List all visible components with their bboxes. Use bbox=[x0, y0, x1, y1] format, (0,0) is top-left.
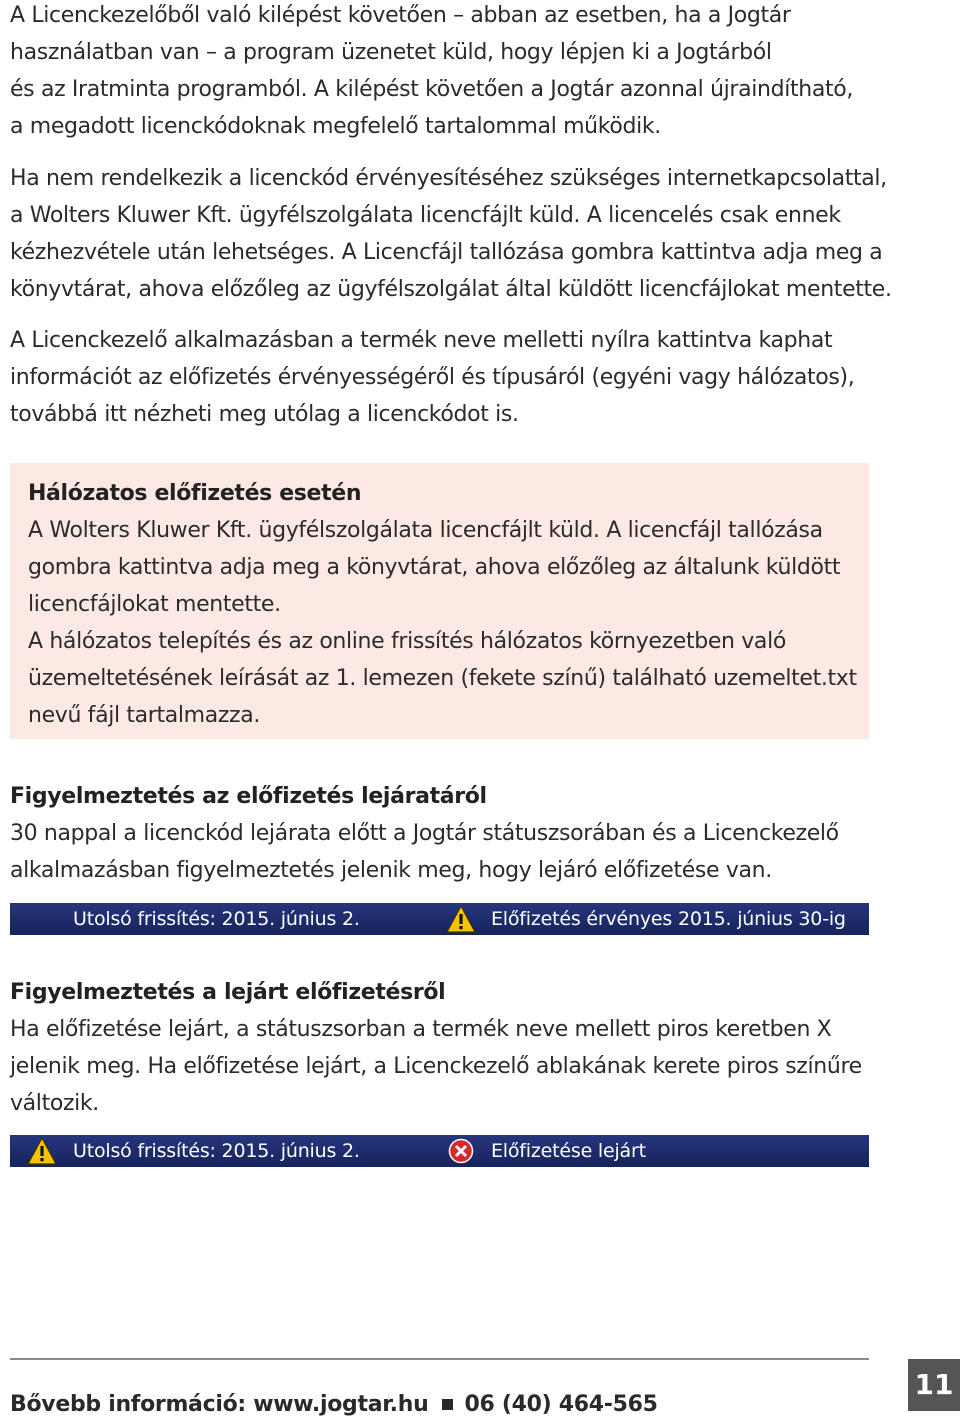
text-line: változik. bbox=[10, 1091, 99, 1116]
text-line: kézhezvétele után lehetséges. A Licencfájl tallózása gombra kattintva adja meg a bbox=[10, 240, 883, 265]
last-update-text: Utolsó frissítés: 2015. június 2. bbox=[73, 1140, 360, 1162]
statusbar-expiring bbox=[10, 903, 869, 935]
text-line: a Wolters Kluwer Kft. ügyfélszolgálata licencfájlt küld. A licencelés csak ennek bbox=[10, 203, 841, 228]
text-line: jelenik meg. Ha előfizetése lejárt, a Licenckezelő ablakának kerete piros színűre bbox=[10, 1054, 862, 1079]
last-update-text: Utolsó frissítés: 2015. június 2. bbox=[73, 908, 360, 930]
statusbar-expired bbox=[10, 1135, 869, 1167]
text-line: a megadott licenckódoknak megfelelő tartalommal működik. bbox=[10, 114, 661, 139]
subscription-valid-text: Előfizetés érvényes 2015. június 30-ig bbox=[491, 908, 846, 930]
text-line: Ha előfizetése lejárt, a státuszsorban a termék neve mellett piros keretben X bbox=[10, 1017, 832, 1042]
expired-warning-text bbox=[10, 1011, 890, 1122]
subscription-expired-text: Előfizetése lejárt bbox=[491, 1140, 646, 1162]
expired-warning-heading: Figyelmeztetés a lejárt előfizetésről bbox=[10, 980, 446, 1005]
offline-license-paragraph bbox=[10, 160, 890, 308]
network-subscription-box bbox=[10, 463, 869, 739]
text-line: nevű fájl tartalmazza. bbox=[28, 703, 261, 728]
expiry-warning-text bbox=[10, 815, 890, 889]
error-x-icon bbox=[447, 1138, 475, 1164]
text-line: információt az előfizetés érvényességéről és típusáról (egyéni vagy hálózatos), bbox=[10, 365, 855, 390]
text-line: gombra kattintva adja meg a könyvtárat, ahova előzőleg az általunk küldött bbox=[28, 555, 841, 580]
text-line: A Wolters Kluwer Kft. ügyfélszolgálata licencfájlt küld. A licencfájl tallózása bbox=[28, 518, 823, 543]
text-line: könyvtárat, ahova előzőleg az ügyfélszolgálat által küldött licencfájlokat mentette. bbox=[10, 277, 892, 302]
footer-divider bbox=[10, 1358, 869, 1360]
page-number: 11 bbox=[908, 1359, 960, 1411]
bullet-separator bbox=[442, 1399, 453, 1410]
text-line: továbbá itt nézheti meg utólag a licenckódot is. bbox=[10, 402, 519, 427]
footer-phone: 06 (40) 464-565 bbox=[464, 1392, 658, 1417]
text-line: és az Iratminta programból. A kilépést követően a Jogtár azonnal újraindítható, bbox=[10, 77, 854, 102]
expiry-warning-heading: Figyelmeztetés az előfizetés lejáratáról bbox=[10, 784, 487, 809]
warning-triangle-icon bbox=[27, 1137, 57, 1165]
text-line: licencfájlokat mentette. bbox=[28, 592, 281, 617]
text-line: A hálózatos telepítés és az online frissítés hálózatos környezetben való bbox=[28, 629, 786, 654]
text-line: 30 nappal a licenckód lejárata előtt a Jogtár státuszsorában és a Licenckezelő bbox=[10, 821, 839, 846]
footer bbox=[10, 1389, 658, 1421]
network-subscription-text bbox=[28, 512, 857, 734]
license-info-paragraph bbox=[10, 322, 890, 433]
warning-triangle-icon bbox=[446, 905, 476, 933]
network-subscription-title: Hálózatos előfizetés esetén bbox=[28, 481, 362, 506]
text-line: A Licenckezelőből való kilépést követően – abban az esetben, ha a Jogtár bbox=[10, 3, 791, 28]
text-line: Ha nem rendelkezik a licenckód érvényesítéséhez szükséges internetkapcsolattal, bbox=[10, 166, 887, 191]
footer-website-link[interactable]: Bővebb információ: www.jogtar.hu bbox=[10, 1392, 429, 1417]
text-line: üzemeltetésének leírását az 1. lemezen (fekete színű) található uzemeltet.txt bbox=[28, 666, 857, 691]
intro-paragraph bbox=[10, 0, 890, 145]
text-line: A Licenckezelő alkalmazásban a termék neve melletti nyílra kattintva kaphat bbox=[10, 328, 833, 353]
text-line: használatban van – a program üzenetet küld, hogy lépjen ki a Jogtárból bbox=[10, 40, 772, 65]
text-line: alkalmazásban figyelmeztetés jelenik meg, hogy lejáró előfizetése van. bbox=[10, 858, 772, 883]
